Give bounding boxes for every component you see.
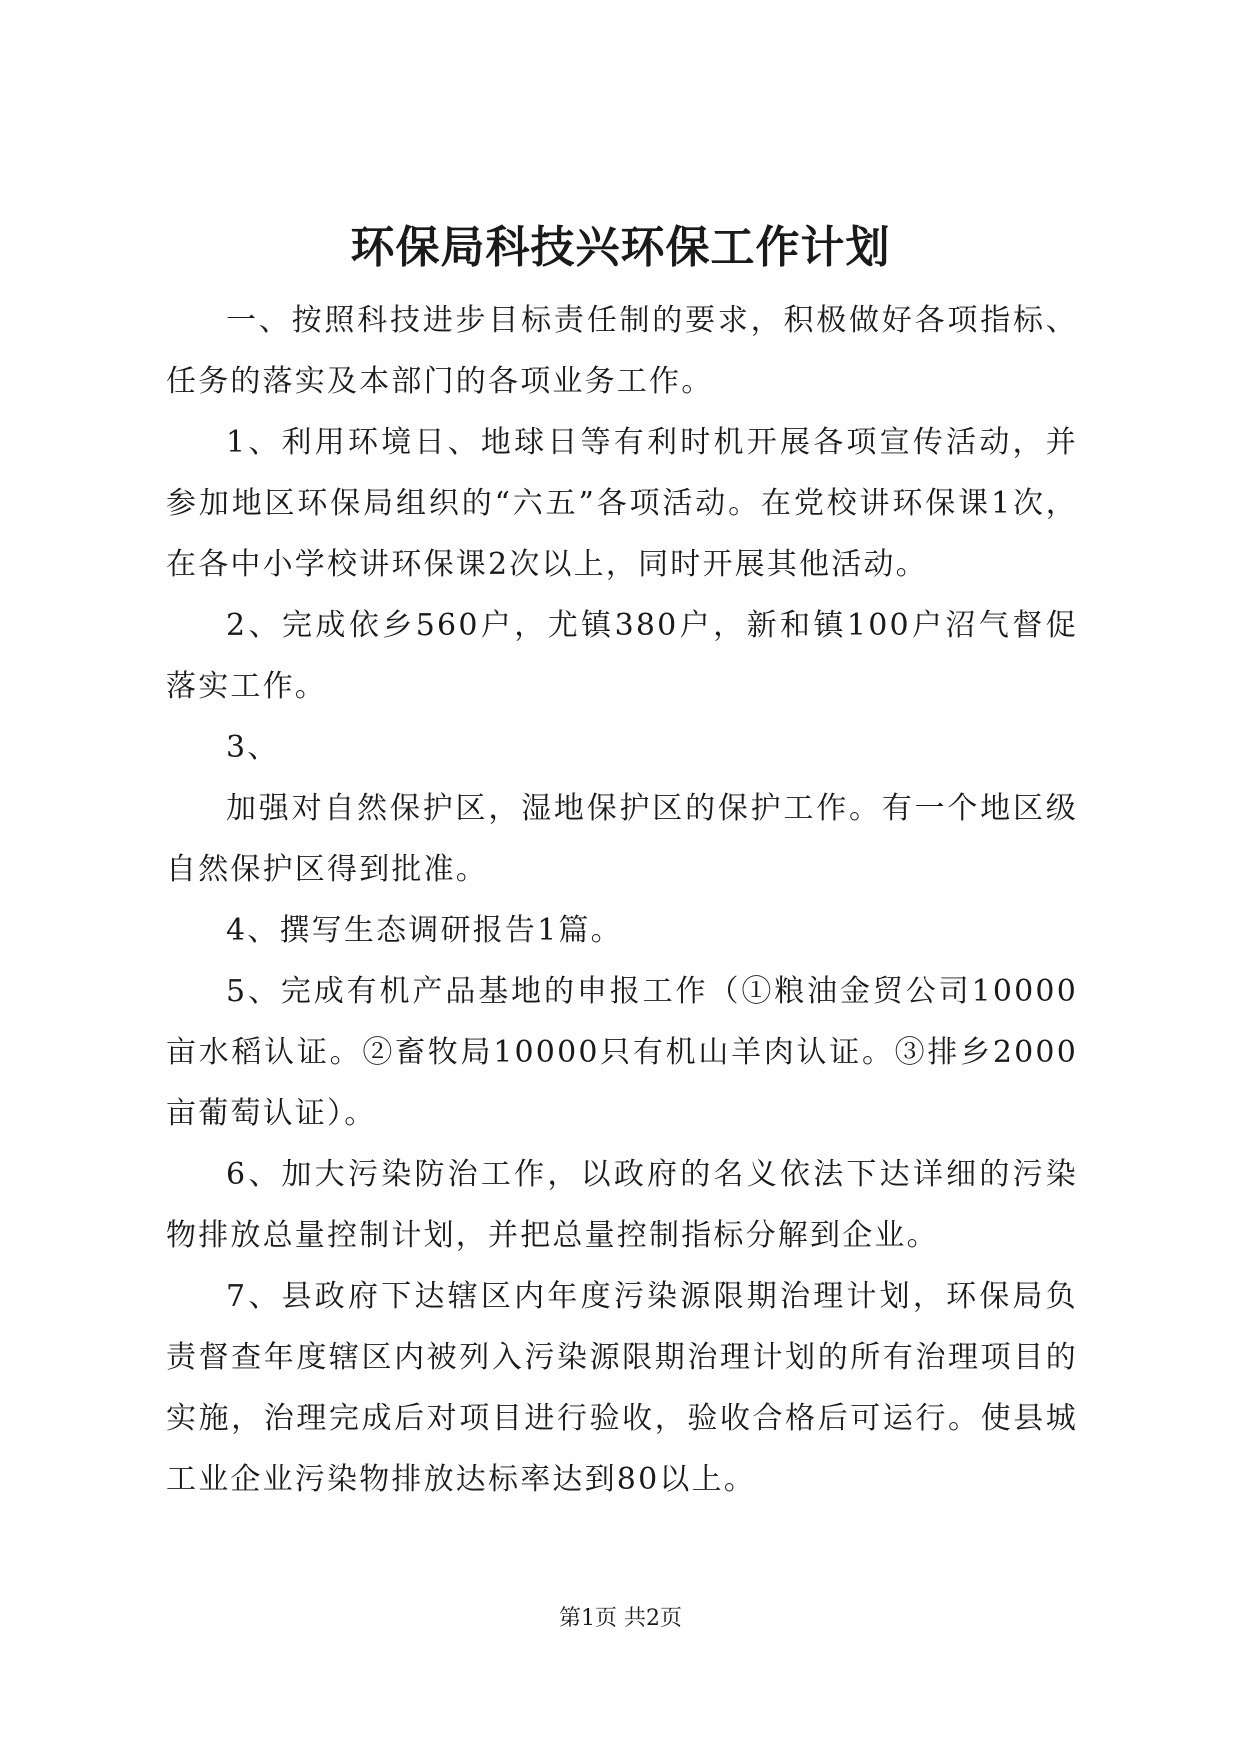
paragraph-item-4: 4、撰写生态调研报告1篇。 [226,913,623,948]
paragraph-item-7: 7、县政府下达辖区内年度污染源限期治理计划，环保局负责督查年度辖区内被列入污染源限期治理计划的所有治理项目的实施，治理完成后对项目进行验收，验收合格后可运行。使县城工业企业污染物排放达标率达到80以上。 [166,1279,1078,1497]
paragraph-item-1: 1、利用环境日、地球日等有利时机开展各项宣传活动，并参加地区环保局组织的“六五”各项活动。在党校讲环保课1次，在各中小学校讲环保课2次以上，同时开展其他活动。 [166,425,1078,582]
paragraph-section-1: 一、按照科技进步目标责任制的要求，积极做好各项指标、任务的落实及本部门的各项业务工作。 [166,303,1078,399]
paragraph-item-3: 加强对自然保护区，湿地保护区的保护工作。有一个地区级自然保护区得到批准。 [166,791,1078,887]
page-number-footer: 第1页 共2页 [559,1606,682,1631]
paragraph-item-2: 2、完成依乡560户，尤镇380户，新和镇100户沼气督促落实工作。 [166,608,1078,704]
paragraph-item-5: 5、完成有机产品基地的申报工作（①粮油金贸公司10000亩水稻认证。②畜牧局10000只有机山羊肉认证。③排乡2000亩葡萄认证）。 [166,974,1078,1131]
document-title: 环保局科技兴环保工作计划 [350,222,891,273]
paragraph-item-6: 6、加大污染防治工作，以政府的名义依法下达详细的污染物排放总量控制计划，并把总量控制指标分解到企业。 [166,1157,1078,1253]
paragraph-item-3-number: 3、 [226,730,280,765]
document-body [166,290,1078,1510]
